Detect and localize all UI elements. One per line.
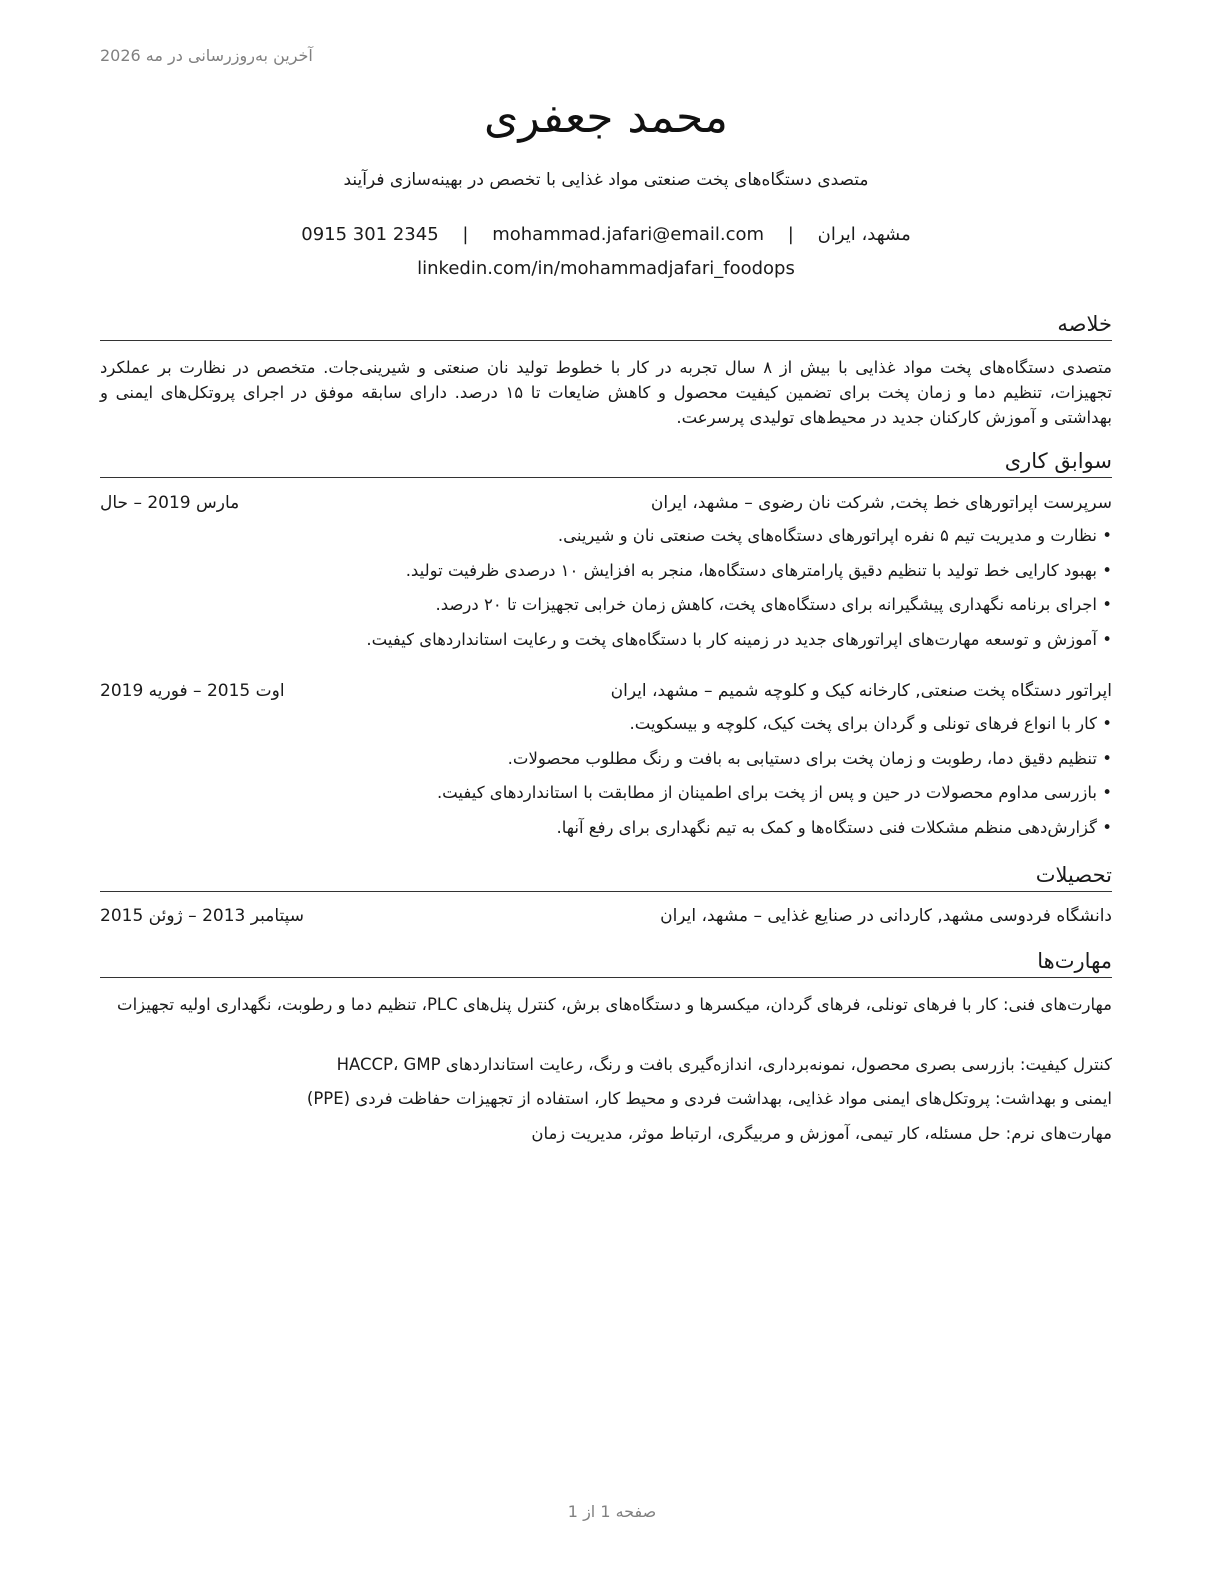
- candidate-name: محمد جعفری: [484, 92, 728, 143]
- last-updated-note: آخرین به‌روزرسانی در مه 2026: [100, 46, 313, 65]
- job-bullet: • آموزش و توسعه مهارت‌های اپراتورهای جدید در زمینه کار با دستگاه‌های پخت و رعایت استانداردهای کیفیت.: [100, 627, 1112, 662]
- summary-heading: خلاصه: [100, 309, 1112, 341]
- education-heading: تحصیلات: [100, 860, 1112, 892]
- job-entry-header: [100, 493, 1112, 519]
- job-dates: مارس 2019 – حال: [100, 493, 240, 513]
- education-entry-header: [100, 906, 1112, 932]
- contact-separator: |: [787, 224, 794, 245]
- job-dates: اوت 2015 – فوریه 2019: [100, 681, 285, 701]
- job-title: اپراتور دستگاه پخت صنعتی, کارخانه کیک و کلوچه شمیم – مشهد، ایران: [610, 681, 1112, 701]
- page-number: صفحه 1 از 1: [567, 1502, 657, 1521]
- education-dates: سپتامبر 2013 – ژوئن 2015: [100, 906, 305, 926]
- job-bullet: • اجرای برنامه نگهداری پیشگیرانه برای دستگاه‌های پخت، کاهش زمان خرابی تجهیزات تا ۲۰ درصد.: [100, 592, 1112, 627]
- job-bullet-list: [100, 711, 1112, 849]
- job-title: سرپرست اپراتورهای خط پخت, شرکت نان رضوی – مشهد، ایران: [650, 493, 1112, 513]
- skill-line: مهارت‌های فنی: کار با فرهای تونلی، فرهای گردان، میکسرها و دستگاه‌های برش، کنترل پنل‌های PLC، تنظیم دما و رطوبت، نگهداری اولیه تجهیزات: [117, 995, 1112, 1014]
- contact-separator: |: [462, 224, 469, 245]
- skill-line: ایمنی و بهداشت: پروتکل‌های ایمنی مواد غذایی، بهداشت فردی و محیط کار، استفاده از تجهیزات حفاظت فردی (PPE): [306, 1089, 1112, 1108]
- job-bullet: • تنظیم دقیق دما، رطوبت و زمان پخت برای دستیابی به بافت و رنگ مطلوب محصولات.: [100, 746, 1112, 781]
- summary-text: متصدی دستگاه‌های پخت مواد غذایی با بیش از ۸ سال تجربه در کار با خطوط تولید نان صنعتی و شیرینی‌جات. متخصص در نظارت بر عملکرد تجهیزات، تنظیم دما و زمان پخت برای تضمین کیفیت محصول و کاهش ضایعات تا ۱۵ درصد. دارای سابقه موفق در اجرای پروتکل‌های ایمنی و بهداشتی و آموزش کارکنان جدید در محیط‌های تولیدی پرسرعت.: [100, 358, 1112, 427]
- job-bullet: • بازرسی مداوم محصولات در حین و پس از پخت برای اطمینان از مطابقت با استانداردهای کیفیت.: [100, 780, 1112, 815]
- job-bullet: • گزارش‌دهی منظم مشکلات فنی دستگاه‌ها و کمک به تیم نگهداری برای رفع آنها.: [100, 815, 1112, 850]
- linkedin-link[interactable]: linkedin.com/in/mohammadjafari_foodops: [417, 258, 795, 279]
- location-text: مشهد، ایران: [817, 224, 911, 245]
- phone-text: 0915 301 2345: [301, 224, 439, 245]
- job-bullet: • کار با انواع فرهای تونلی و گردان برای پخت کیک، کلوچه و بیسکویت.: [100, 711, 1112, 746]
- experience-heading: سوابق کاری: [100, 446, 1112, 478]
- job-bullet: • نظارت و مدیریت تیم ۵ نفره اپراتورهای دستگاه‌های پخت صنعتی نان و شیرینی.: [100, 523, 1112, 558]
- skill-line: مهارت‌های نرم: حل مسئله، کار تیمی، آموزش و مربیگری، ارتباط موثر، مدیریت زمان: [531, 1124, 1112, 1143]
- contact-line: [100, 224, 1112, 245]
- job-entry-header: [100, 681, 1112, 707]
- education-title: دانشگاه فردوسی مشهد, کاردانی در صنایع غذایی – مشهد، ایران: [660, 906, 1112, 926]
- skills-heading: مهارت‌ها: [100, 946, 1112, 978]
- candidate-tagline: متصدی دستگاه‌های پخت صنعتی مواد غذایی با تخصص در بهینه‌سازی فرآیند: [343, 170, 869, 190]
- job-bullet: • بهبود کارایی خط تولید با تنظیم دقیق پارامترهای دستگاه‌ها، منجر به افزایش ۱۰ درصدی ظرفیت تولید.: [100, 558, 1112, 593]
- email-link[interactable]: mohammad.jafari@email.com: [492, 224, 765, 245]
- skill-line: کنترل کیفیت: بازرسی بصری محصول، نمونه‌برداری، اندازه‌گیری بافت و رنگ، رعایت استانداردهای HACCP، GMP: [336, 1055, 1112, 1074]
- job-bullet-list: [100, 523, 1112, 661]
